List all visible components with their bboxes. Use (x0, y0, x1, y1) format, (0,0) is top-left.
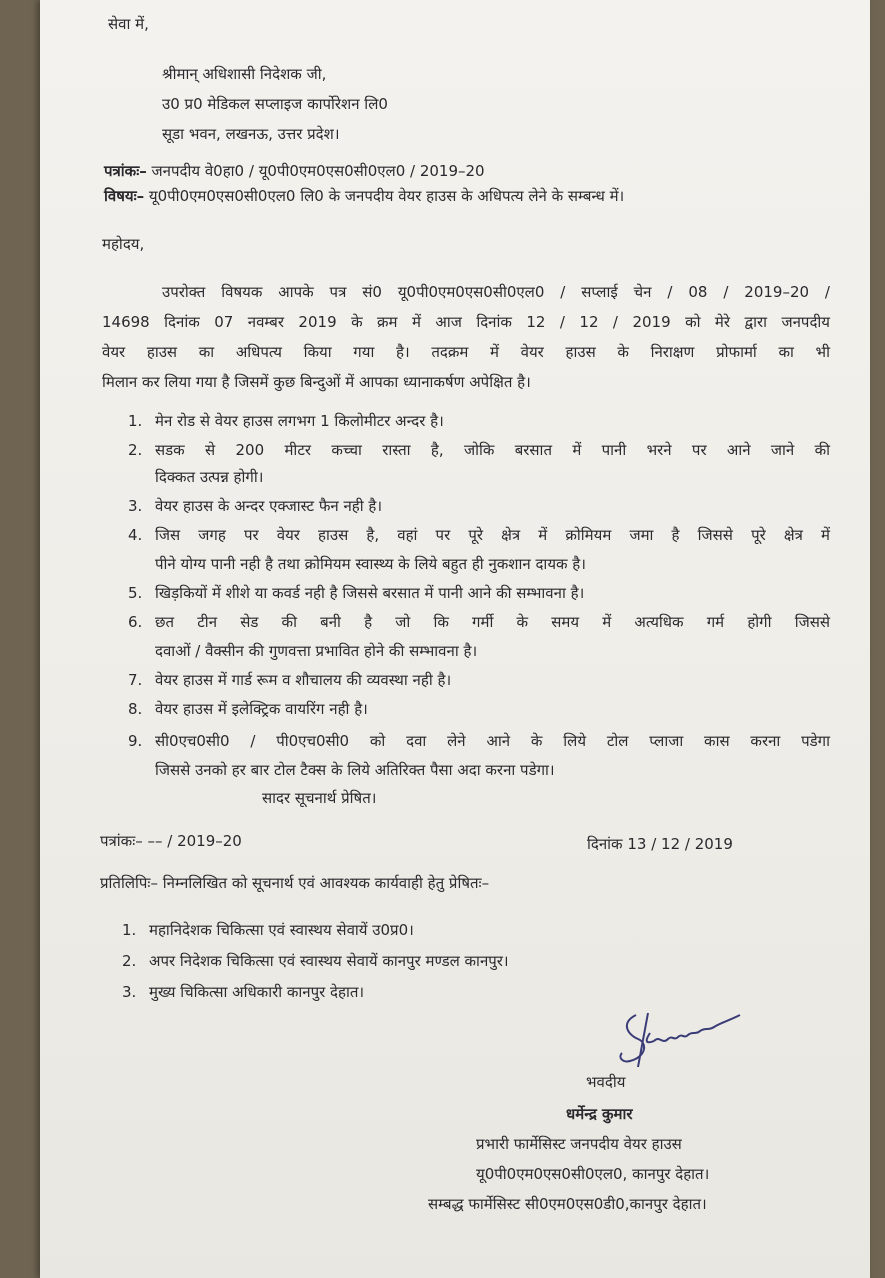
point-text: वेयर हाउस में गार्ड रूम व शौचालय की व्यवस्था नही है। (155, 671, 452, 689)
copy-recipient: अपर निदेशक चिकित्सा एवं स्वास्थय सेवायें कानपुर मण्डल कानपुर। (149, 952, 509, 970)
subject-line (104, 186, 624, 206)
footer-reference: पत्रांकः– –– / 2019–20 (100, 832, 242, 850)
point-text: सडक से 200 मीटर कच्चा रास्ता है, जोकि बरसात में पानी भरने पर आने जाने की (155, 441, 830, 459)
point-text: सी0एच0सी0 / पी0एच0सी0 को दवा लेने आने के लिये टोल प्लाजा कास करना पडेगा (155, 732, 830, 750)
point-text-continued: जिससे उनको हर बार टोल टैक्स के लिये अतिरिक्त पैसा अदा करना पडेगा। (155, 761, 555, 779)
point-text-continued: पीने योग्य पानी नही है तथा क्रोमियम स्वास्थ्य के लिये बहुत ही नुकशान दायक है। (155, 555, 586, 573)
copy-number: 2. (122, 952, 137, 970)
footer-date: दिनांक 13 / 12 / 2019 (587, 835, 733, 853)
copy-recipient: महानिदेशक चिकित्सा एवं स्वास्थय सेवायें उ0प्र0। (149, 921, 414, 939)
signer-name: धर्मेन्द्र कुमार (566, 1105, 633, 1123)
point-text: खिड़कियों में शीशे या कवर्ड नही है जिससे बरसात में पानी आने की सम्भावना है। (155, 584, 585, 602)
point-number: 5. (128, 584, 143, 602)
point-number: 2. (128, 441, 143, 459)
reference-line (104, 161, 485, 181)
reference-label: पत्रांकः– (104, 162, 147, 180)
paragraph-line-4: मिलान कर लिया गया है जिसमें कुछ बिन्दुओं में आपका ध्यानाकर्षण अपेक्षित है। (102, 373, 531, 391)
subject-value: यू0पी0एम0एस0सी0एल0 लि0 के जनपदीय वेयर हाउस के अधिपत्य लेने के सम्बन्ध में। (148, 187, 625, 205)
point-text: वेयर हाउस में इलेक्ट्रिक वायरिंग नही है। (155, 700, 368, 718)
copy-to-label: प्रतिलिपिः– निम्नलिखित को सूचनार्थ एवं आवश्यक कार्यवाही हेतु प्रेषितः– (100, 874, 490, 892)
paragraph-line-3: वेयर हाउस का अधिपत्य किया गया है। तदक्रम में वेयर हाउस के निराक्षण प्रोफार्मा का भी (102, 343, 830, 361)
point-number: 7. (128, 671, 143, 689)
salutation-to: सेवा में, (108, 15, 149, 33)
greeting: महोदय, (102, 235, 145, 253)
signer-designation-3: सम्बद्ध फार्मेसिस्ट सी0एम0एस0डी0,कानपुर देहात। (428, 1195, 707, 1213)
copy-recipient: मुख्य चिकित्सा अधिकारी कानपुर देहात। (149, 983, 365, 1001)
point-number: 3. (128, 497, 143, 515)
point-text: जिस जगह पर वेयर हाउस है, वहां पर पूरे क्षेत्र में क्रोमियम जमा है जिससे पूरे क्षेत्र में (155, 526, 830, 544)
reference-value: जनपदीय वे0हा0 / यू0पी0एम0एस0सी0एल0 / 2019–20 (151, 162, 485, 180)
handwritten-signature (608, 1005, 768, 1075)
point-number: 6. (128, 613, 143, 631)
paragraph-line-2: 14698 दिनांक 07 नवम्बर 2019 के क्रम में आज दिनांक 12 / 12 / 2019 को मेरे द्वारा जनपदीय (102, 313, 830, 331)
letter-page (40, 0, 870, 1278)
signer-designation-2: यू0पी0एम0एस0सी0एल0, कानपुर देहात। (476, 1165, 710, 1183)
address-line-1: श्रीमान् अधिशासी निदेशक जी, (162, 65, 327, 83)
point-number: 4. (128, 526, 143, 544)
point-text-continued: दिक्कत उत्पन्न होगी। (155, 468, 264, 486)
yours-faithfully: भवदीय (586, 1073, 626, 1091)
closing-note: सादर सूचनार्थ प्रेषित। (262, 789, 377, 807)
point-text: मेन रोड से वेयर हाउस लगभग 1 किलोमीटर अन्दर है। (155, 412, 444, 430)
point-number: 8. (128, 700, 143, 718)
address-line-3: सूडा भवन, लखनऊ, उत्तर प्रदेश। (162, 125, 340, 143)
address-line-2: उ0 प्र0 मेडिकल सप्लाइज कार्पोरेशन लि0 (162, 95, 388, 113)
point-text-continued: दवाओं / वैक्सीन की गुणवत्ता प्रभावित होने की सम्भावना है। (155, 642, 478, 660)
signer-designation-1: प्रभारी फार्मेसिस्ट जनपदीय वेयर हाउस (476, 1135, 682, 1153)
point-text: छत टीन सेड की बनी है जो कि गर्मी के समय में अत्यधिक गर्म होगी जिससे (155, 613, 830, 631)
copy-number: 3. (122, 983, 137, 1001)
point-number: 1. (128, 412, 143, 430)
paragraph-line-1: उपरोक्त विषयक आपके पत्र सं0 यू0पी0एम0एस0सी0एल0 / सप्लाई चेन / 08 / 2019–20 / (162, 283, 830, 301)
point-text: वेयर हाउस के अन्दर एक्जास्ट फैन नही है। (155, 497, 383, 515)
point-number: 9. (128, 732, 143, 750)
copy-number: 1. (122, 921, 137, 939)
subject-label: विषयः– (104, 187, 145, 205)
